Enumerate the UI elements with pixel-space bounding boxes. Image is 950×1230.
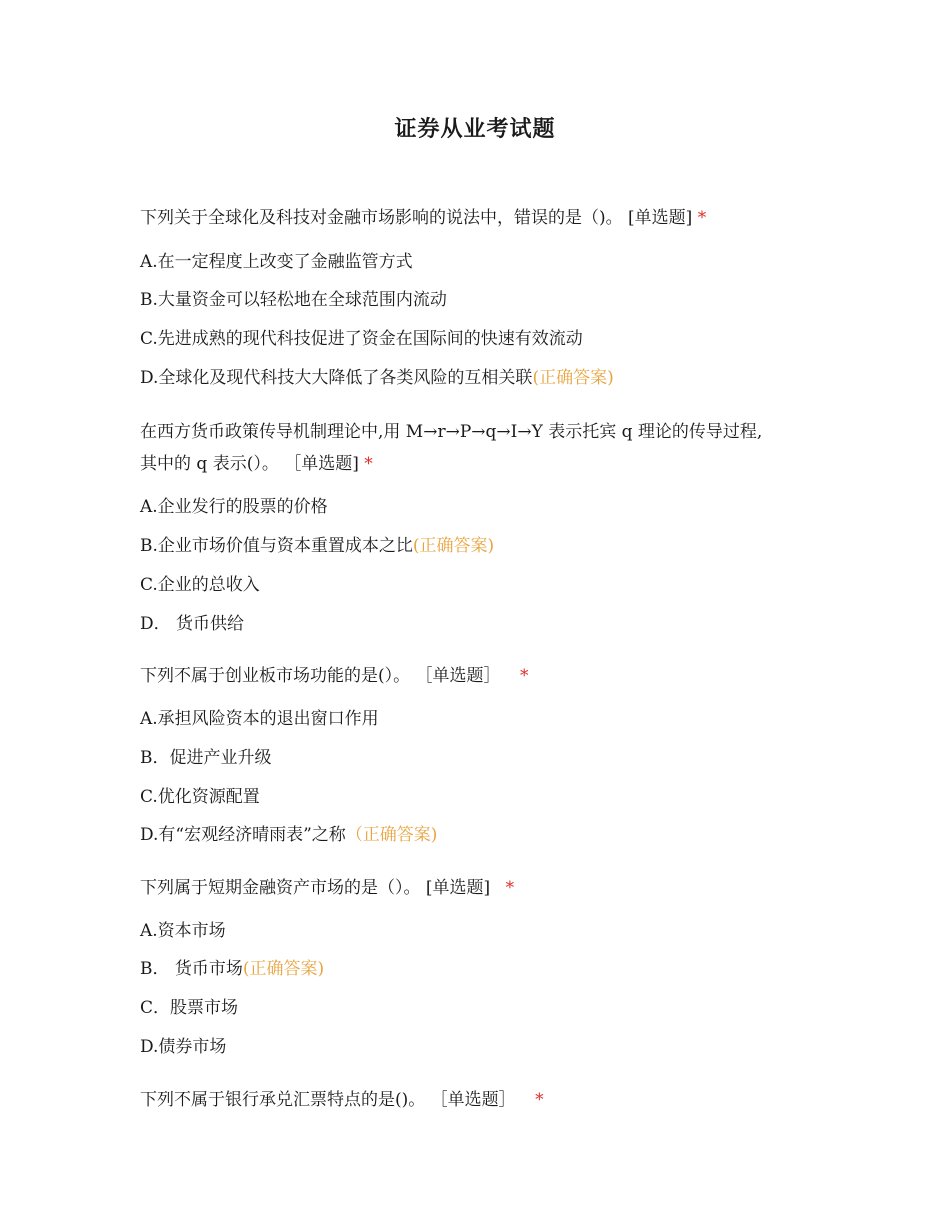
question-1-option-b: B.大量资金可以轻松地在全球范围内流动	[140, 290, 447, 310]
question-4-stem	[140, 876, 514, 900]
question-1-option-a: A.在一定程度上改变了金融监管方式	[140, 252, 413, 272]
question-3-stem	[140, 664, 528, 688]
question-3-option-d	[140, 823, 437, 847]
question-3-option-b: B．促进产业升级	[140, 748, 272, 768]
question-stem-text: 下列不属于创业板市场功能的是(）。 ［单选题］	[140, 666, 501, 686]
question-5-stem	[140, 1088, 544, 1112]
required-star: *	[364, 454, 373, 474]
question-stem-text: 下列关于全球化及科技对金融市场影响的说法中，错误的是（)。 [单选题]	[140, 208, 693, 228]
correct-answer-label: （正确答案)	[345, 825, 438, 845]
correct-answer-label: (正确答案)	[242, 959, 325, 979]
question-2-option-c: C.企业的总收入	[140, 575, 260, 595]
question-2-stem-line1: 在西方货币政策传导机制理论中,用 M→r→P→q→I→Y 表示托宾 q 理论的传导过程,	[140, 422, 763, 442]
question-2-option-d: D． 货币供给	[140, 614, 245, 634]
required-star: *	[505, 878, 515, 898]
question-1-option-c: C.先进成熟的现代科技促进了资金在国际间的快速有效流动	[140, 329, 583, 349]
required-star: *	[697, 208, 707, 228]
question-4-option-a: A.资本市场	[140, 921, 226, 941]
required-star: *	[535, 1090, 544, 1110]
question-3-option-c: C.优化资源配置	[140, 787, 260, 807]
question-stem-text: 下列不属于银行承兑汇票特点的是()。 ［单选题］	[140, 1090, 516, 1110]
question-4-option-b	[140, 957, 324, 981]
correct-answer-label: (正确答案)	[412, 536, 495, 556]
question-4-option-d: D.债券市场	[140, 1037, 227, 1057]
option-text: D.有“宏观经济晴雨表”之称	[140, 825, 346, 845]
question-4-option-c: C．股票市场	[140, 998, 239, 1018]
question-stem-text: 下列属于短期金融资产市场的是（）。 [单选题]	[140, 878, 491, 898]
option-text: B.企业市场价值与资本重置成本之比	[140, 536, 413, 556]
document-title: 证券从业考试题	[394, 116, 556, 142]
question-1-option-d	[140, 366, 614, 390]
question-2-option-b	[140, 534, 494, 558]
question-2-option-a: A.企业发行的股票的价格	[140, 497, 328, 517]
question-2-stem-line2	[140, 452, 373, 476]
question-3-option-a: A.承担风险资本的退出窗口作用	[140, 709, 379, 729]
question-stem-text: 其中的 q 表示(）。 ［单选题]	[140, 454, 359, 474]
option-text: B． 货币市场	[140, 959, 243, 979]
correct-answer-label: (正确答案)	[532, 368, 614, 388]
option-text: D.全球化及现代科技大大降低了各类风险的互相关联	[140, 368, 533, 388]
required-star: *	[519, 666, 529, 686]
question-1-stem	[140, 206, 706, 230]
